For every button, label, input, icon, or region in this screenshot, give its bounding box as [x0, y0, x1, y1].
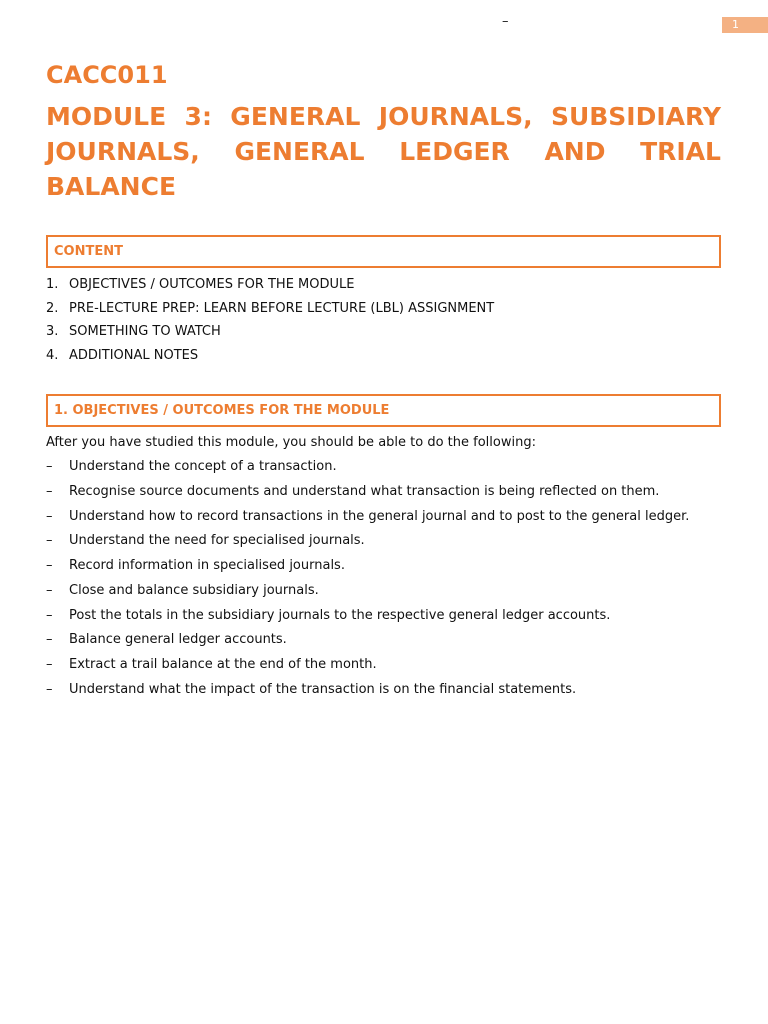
bullet-dash: –	[46, 558, 53, 573]
list-item	[46, 482, 689, 507]
content-heading: CONTENT	[54, 244, 123, 259]
bullet-dash: –	[46, 607, 53, 623]
list-item	[46, 346, 494, 370]
list-item-text: PRE-LECTURE PREP: LEARN BEFORE LECTURE (LBL) ASSIGNMENT	[69, 300, 495, 316]
list-item	[46, 299, 494, 323]
title-word: 3:	[184, 102, 212, 131]
content-heading-box	[46, 235, 721, 268]
module-title-line-1	[46, 99, 721, 134]
list-item-text: OBJECTIVES / OUTCOMES FOR THE MODULE	[69, 277, 355, 292]
title-word: JOURNALS,	[46, 137, 200, 166]
list-item-text: Understand how to record transactions in the general journal and to post to the general ledger.	[69, 508, 690, 524]
content-list	[46, 275, 494, 369]
list-item-text: ADDITIONAL NOTES	[69, 347, 199, 363]
list-item-number: 2.	[46, 300, 59, 316]
module-title-line-3: BALANCE	[46, 172, 177, 201]
title-word: AND	[544, 137, 606, 166]
title-word: GENERAL	[234, 137, 365, 166]
list-item-text: Recognise source documents and understand what transaction is being reflected on them.	[69, 483, 660, 499]
list-item	[46, 556, 689, 581]
module-title-line-2	[46, 134, 721, 169]
title-word: LEDGER	[399, 137, 510, 166]
list-item-text: Extract a trail balance at the end of the month.	[69, 657, 377, 672]
title-word: SUBSIDIARY	[550, 102, 721, 131]
list-item	[46, 322, 494, 346]
course-code: CACC011	[46, 61, 168, 89]
list-item	[46, 630, 689, 655]
list-item	[46, 531, 689, 556]
bullet-dash: –	[46, 657, 53, 672]
list-item-text: Understand the need for specialised journals.	[69, 533, 365, 549]
list-item-number: 3.	[46, 324, 59, 339]
title-word: JOURNALS,	[378, 102, 533, 131]
list-item	[46, 581, 689, 606]
list-item-text: SOMETHING TO WATCH	[69, 324, 221, 339]
objectives-heading-box	[46, 394, 721, 427]
bullet-dash: –	[46, 582, 53, 598]
list-item	[46, 507, 689, 532]
list-item	[46, 655, 689, 680]
bullet-dash: –	[46, 681, 53, 697]
list-item	[46, 275, 494, 299]
list-item	[46, 606, 689, 631]
page-number-badge: 1	[722, 17, 768, 33]
list-item-text: Understand what the impact of the transaction is on the financial statements.	[69, 681, 577, 697]
bullet-dash: –	[46, 632, 53, 648]
bullet-dash: –	[46, 459, 53, 474]
title-word: TRIAL	[640, 137, 721, 166]
list-item-number: 4.	[46, 347, 59, 363]
bullet-dash: –	[46, 508, 53, 524]
header-dash: –	[502, 14, 509, 29]
bullet-dash: –	[46, 483, 53, 499]
title-word: GENERAL	[230, 102, 361, 131]
bullet-dash: –	[46, 533, 53, 549]
objectives-heading: 1. OBJECTIVES / OUTCOMES FOR THE MODULE	[54, 403, 390, 418]
list-item-text: Understand the concept of a transaction.	[69, 459, 337, 474]
list-item-text: Record information in specialised journals.	[69, 558, 345, 573]
list-item-text: Post the totals in the subsidiary journals to the respective general ledger accounts.	[69, 607, 611, 623]
list-item-text: Balance general ledger accounts.	[69, 632, 287, 648]
objectives-intro: After you have studied this module, you should be able to do the following:	[46, 435, 536, 450]
list-item-number: 1.	[46, 277, 59, 292]
objectives-list	[46, 457, 689, 705]
list-item	[46, 457, 689, 482]
module-title	[46, 99, 721, 204]
title-word: MODULE	[46, 102, 167, 131]
list-item	[46, 680, 689, 705]
list-item-text: Close and balance subsidiary journals.	[69, 582, 319, 598]
